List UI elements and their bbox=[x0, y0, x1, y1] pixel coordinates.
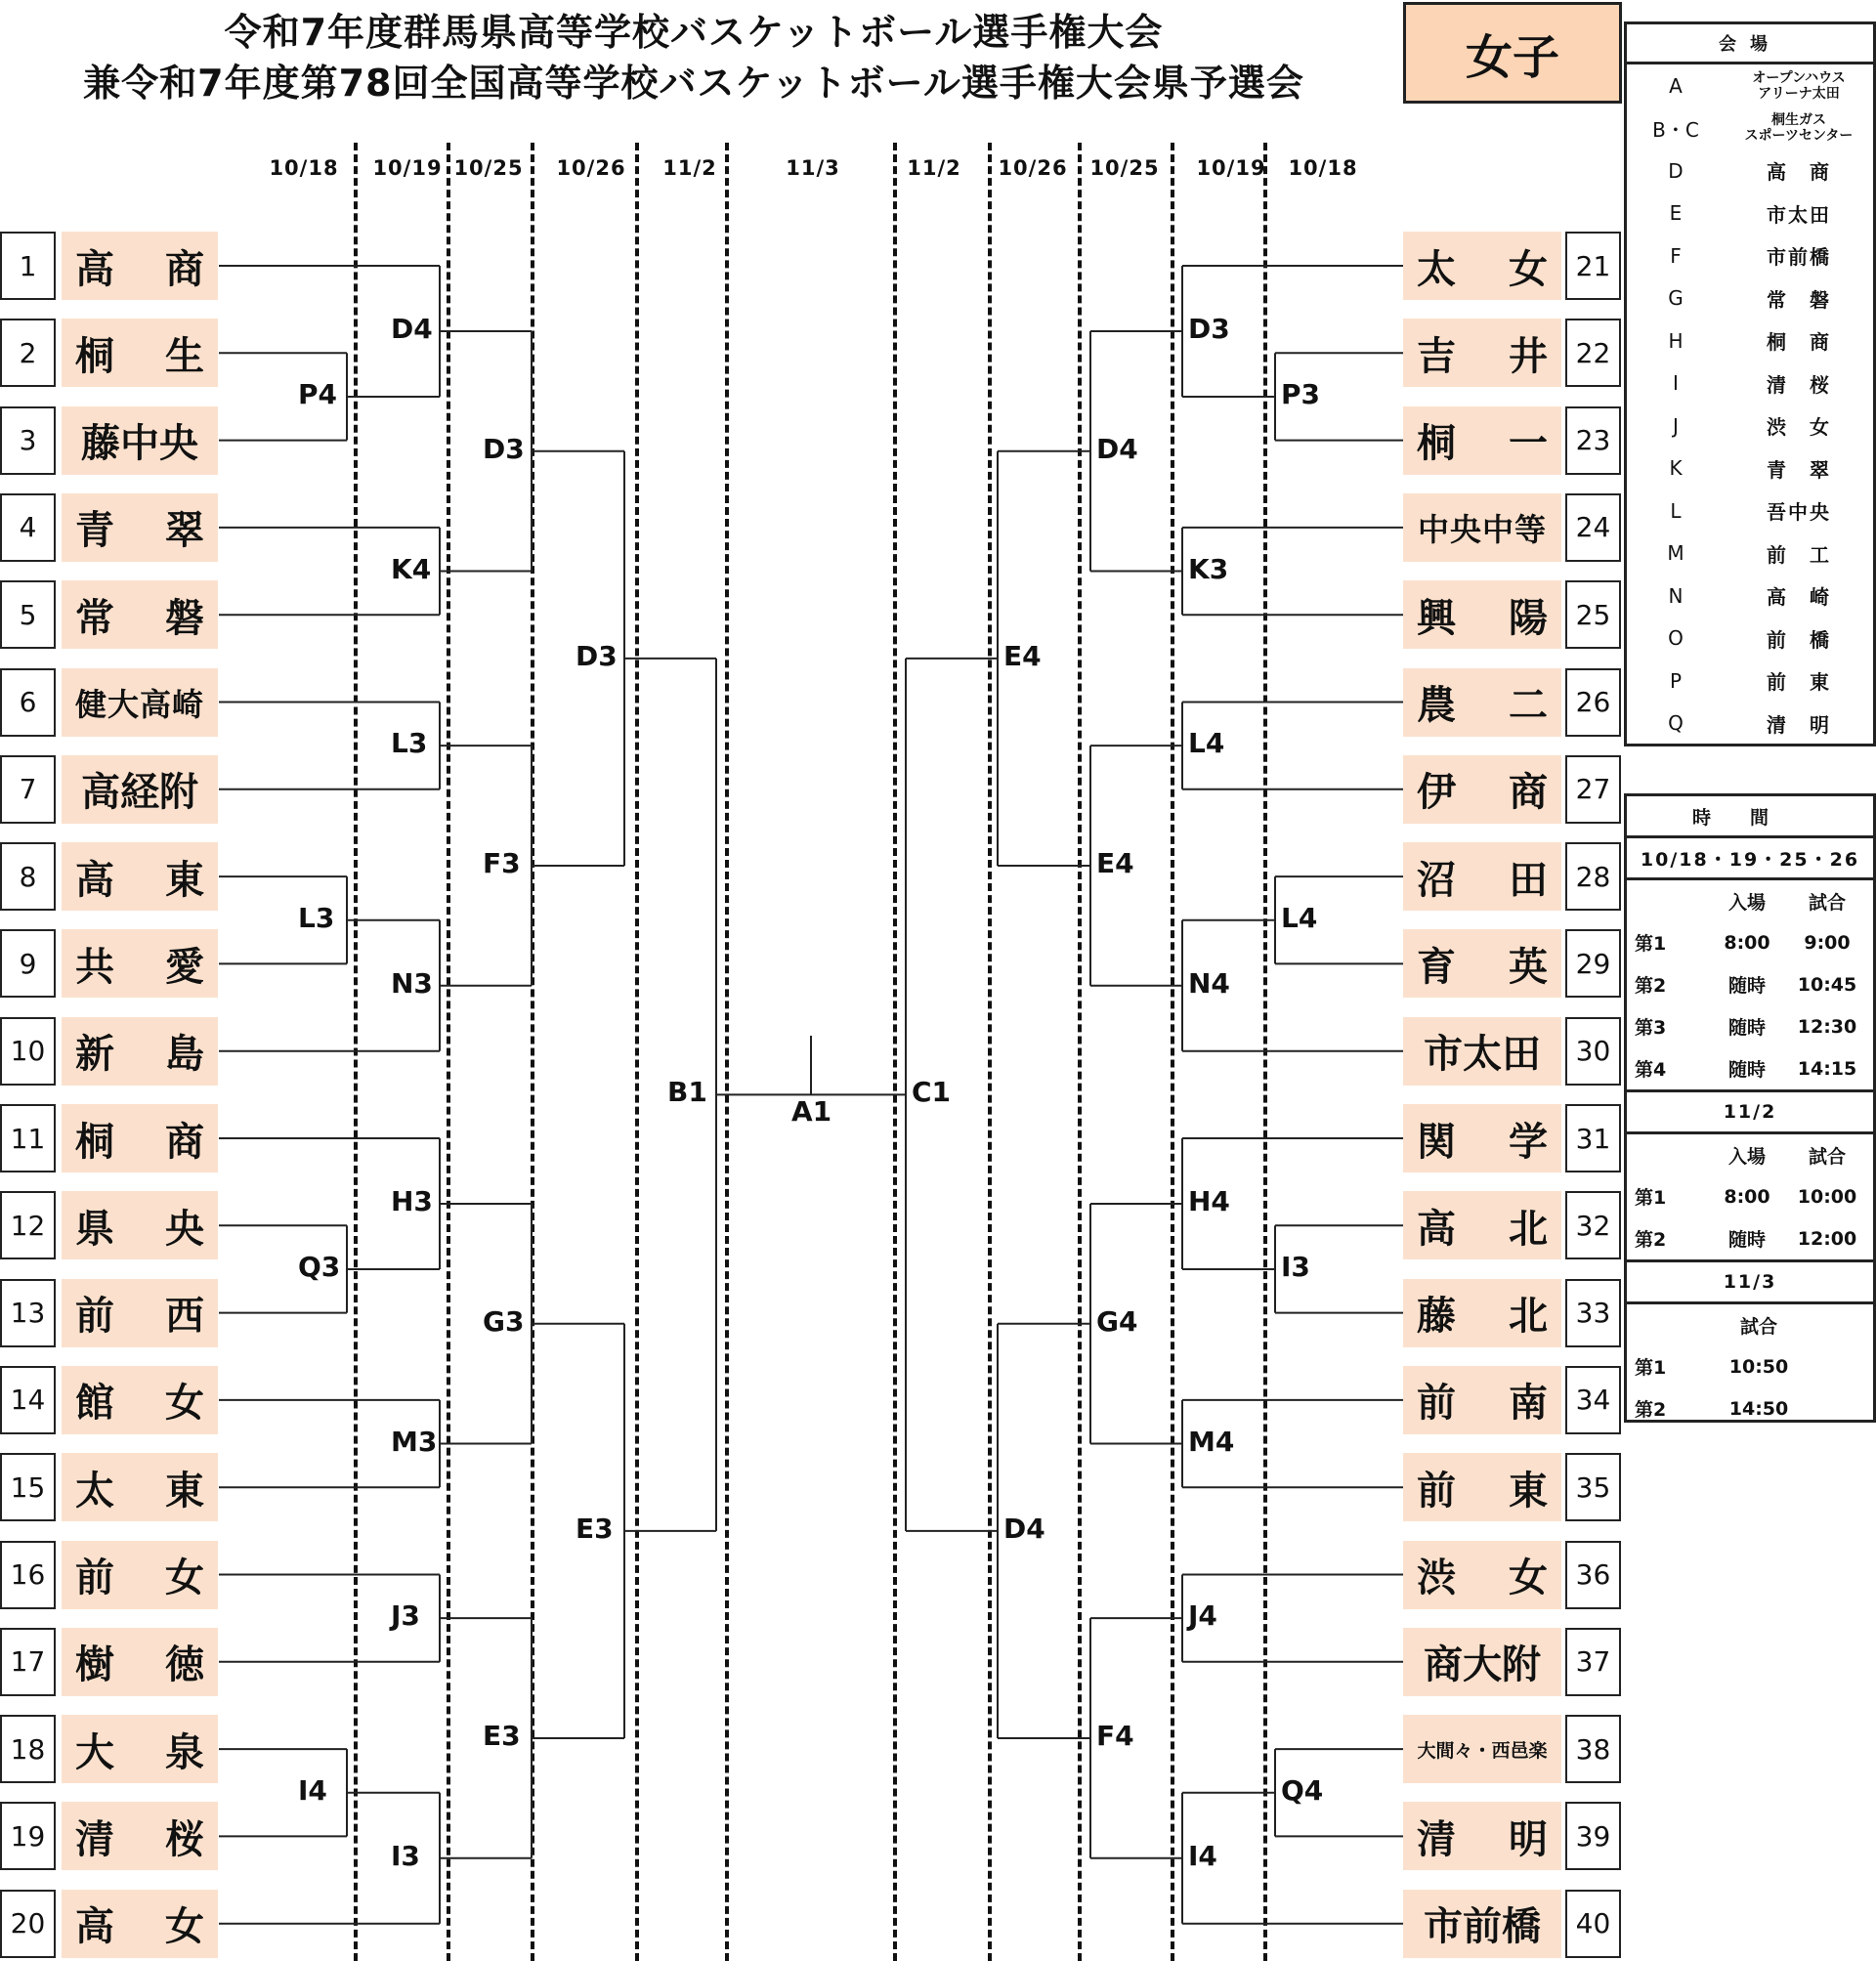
venue-name: 青 翠 bbox=[1767, 457, 1831, 482]
venue-name: 市前橋 bbox=[1767, 245, 1831, 270]
team-name-char: 女 bbox=[1509, 246, 1548, 292]
venue-code: N bbox=[1668, 583, 1684, 608]
match-label: G4 bbox=[1096, 1304, 1138, 1338]
left-team-number: 3 bbox=[0, 406, 56, 475]
left-team-number: 20 bbox=[0, 1890, 56, 1958]
venue-row bbox=[1627, 703, 1873, 746]
right-team-number: 29 bbox=[1565, 929, 1621, 998]
team-name-char: 女 bbox=[165, 1904, 204, 1950]
team-name-char: 高 bbox=[1417, 1206, 1456, 1252]
right-team-number: 40 bbox=[1565, 1890, 1621, 1958]
team-name-char: 樹 bbox=[75, 1642, 114, 1688]
right-team-number: 34 bbox=[1565, 1366, 1621, 1434]
left-team-number: 12 bbox=[0, 1191, 56, 1259]
right-team-number: 22 bbox=[1565, 319, 1621, 387]
team-name-char: 南 bbox=[1509, 1381, 1548, 1427]
team-name-char: 女 bbox=[1509, 1556, 1548, 1600]
team-name-char: 青 bbox=[75, 508, 114, 554]
col-game: 試合 bbox=[1808, 1145, 1846, 1168]
team-name-char: 前 bbox=[1417, 1468, 1456, 1513]
team-name-char: 田 bbox=[1509, 857, 1548, 903]
team-name-char: 共 bbox=[75, 944, 114, 990]
team-name-char: 農 bbox=[1417, 683, 1456, 728]
team-name-char: 藤 bbox=[1417, 1294, 1456, 1340]
right-team-name bbox=[1403, 1279, 1561, 1347]
schedule-table bbox=[1624, 793, 1876, 1423]
team-name-text: 市太田 bbox=[1424, 1032, 1541, 1078]
entry-time: 随時 bbox=[1727, 1059, 1766, 1081]
team-name-text: 健大高崎 bbox=[75, 685, 205, 723]
team-name-char: 明 bbox=[1509, 1816, 1548, 1862]
match-label: I3 bbox=[1281, 1250, 1310, 1283]
venue-name: 渋 女 bbox=[1767, 415, 1831, 440]
venue-code: Q bbox=[1668, 711, 1684, 736]
match-label: L4 bbox=[1281, 901, 1318, 934]
team-name-char: 商 bbox=[165, 246, 204, 292]
team-name-char: 東 bbox=[165, 1468, 204, 1513]
slot-label: 第1 bbox=[1635, 933, 1667, 955]
match-label: P4 bbox=[298, 377, 338, 410]
left-team-name bbox=[62, 493, 218, 562]
right-team-name bbox=[1403, 1890, 1561, 1958]
match-label: P3 bbox=[1281, 377, 1321, 410]
venue-name: 市太田 bbox=[1767, 202, 1831, 227]
team-name-char: 前 bbox=[75, 1556, 114, 1600]
right-team-number: 39 bbox=[1565, 1802, 1621, 1870]
team-name-text: 大間々・西邑楽 bbox=[1417, 1739, 1548, 1762]
team-name-char: 女 bbox=[165, 1556, 204, 1600]
right-team-name bbox=[1403, 232, 1561, 300]
slot-label: 第3 bbox=[1635, 1017, 1667, 1039]
team-name-char: 桐 bbox=[75, 333, 114, 379]
team-name-char: 愛 bbox=[165, 944, 204, 990]
match-label: L3 bbox=[298, 901, 335, 934]
match-label: E4 bbox=[1096, 846, 1134, 879]
team-name-char: 二 bbox=[1509, 683, 1548, 728]
right-team-number: 31 bbox=[1565, 1104, 1621, 1172]
entry-time: 随時 bbox=[1727, 1017, 1766, 1039]
venue-row bbox=[1627, 575, 1873, 618]
right-team-name bbox=[1403, 668, 1561, 737]
venue-code: B・C bbox=[1652, 117, 1699, 142]
right-team-name bbox=[1403, 406, 1561, 475]
game-time: 10:00 bbox=[1797, 1185, 1857, 1208]
left-team-name bbox=[62, 842, 218, 911]
match-label: E3 bbox=[576, 1512, 614, 1545]
team-name-char: 桐 bbox=[1417, 421, 1456, 467]
left-team-number: 16 bbox=[0, 1541, 56, 1609]
right-team-number: 26 bbox=[1565, 668, 1621, 737]
team-name-char: 高 bbox=[75, 1904, 114, 1950]
entry-time: 8:00 bbox=[1724, 931, 1770, 954]
venue-table bbox=[1624, 21, 1876, 746]
venue-row bbox=[1627, 533, 1873, 576]
game-time: 14:50 bbox=[1728, 1397, 1789, 1420]
left-team-name bbox=[62, 1715, 218, 1783]
venue-code: M bbox=[1667, 541, 1684, 566]
right-team-number: 38 bbox=[1565, 1715, 1621, 1783]
schedule-block2-columns bbox=[1627, 1134, 1873, 1175]
left-team-name bbox=[62, 1017, 218, 1086]
venue-name: 高 崎 bbox=[1767, 585, 1831, 610]
match-label: D4 bbox=[1003, 1512, 1045, 1545]
team-name-char: 陽 bbox=[1509, 595, 1548, 641]
schedule-block2-dates: 11/2 bbox=[1627, 1089, 1873, 1134]
team-name-char: 磐 bbox=[165, 595, 204, 641]
team-name-char: 育 bbox=[1417, 944, 1456, 990]
team-name-char: 新 bbox=[75, 1032, 114, 1078]
team-name-char: 北 bbox=[1509, 1294, 1548, 1340]
venue-code: G bbox=[1668, 286, 1684, 311]
left-team-name bbox=[62, 1191, 218, 1259]
venue-row bbox=[1627, 660, 1873, 703]
team-name-char: 清 bbox=[75, 1816, 114, 1862]
match-label: L3 bbox=[391, 727, 428, 760]
game-time: 10:45 bbox=[1797, 973, 1857, 996]
team-name-char: 北 bbox=[1509, 1206, 1548, 1252]
match-label: I4 bbox=[1188, 1839, 1217, 1872]
date-label: 11/2 bbox=[662, 156, 717, 180]
right-team-number: 37 bbox=[1565, 1628, 1621, 1696]
venue-row bbox=[1627, 405, 1873, 448]
date-label: 10/19 bbox=[1196, 156, 1266, 180]
right-team-name bbox=[1403, 842, 1561, 911]
team-name-char: 生 bbox=[165, 333, 204, 379]
team-name-char: 常 bbox=[75, 595, 114, 641]
left-team-number: 11 bbox=[0, 1104, 56, 1172]
left-team-name bbox=[62, 1366, 218, 1434]
title-line-1: 令和7年度群馬県高等学校バスケットボール選手権大会 bbox=[224, 11, 1164, 54]
match-label: H3 bbox=[391, 1184, 433, 1217]
match-label: G3 bbox=[483, 1304, 525, 1338]
match-label: C1 bbox=[912, 1076, 952, 1109]
schedule-row bbox=[1627, 1387, 1873, 1429]
team-name-char: 商 bbox=[165, 1119, 204, 1165]
team-name-text: 市前橋 bbox=[1424, 1904, 1541, 1950]
left-team-name bbox=[62, 580, 218, 649]
venue-name: 吾中央 bbox=[1767, 500, 1831, 525]
entry-time: 8:00 bbox=[1724, 1185, 1770, 1208]
right-team-number: 25 bbox=[1565, 580, 1621, 649]
match-label: M3 bbox=[391, 1425, 438, 1458]
left-team-name bbox=[62, 406, 218, 475]
team-name-char: 吉 bbox=[1417, 333, 1456, 379]
left-team-name bbox=[62, 755, 218, 824]
date-label: 10/18 bbox=[269, 156, 339, 180]
match-label: D3 bbox=[1188, 312, 1230, 345]
match-label: I3 bbox=[391, 1839, 420, 1872]
left-team-name bbox=[62, 1279, 218, 1347]
venue-name: 常 磐 bbox=[1767, 287, 1831, 312]
match-label: J3 bbox=[391, 1599, 420, 1633]
schedule-block3-columns bbox=[1627, 1304, 1873, 1345]
right-team-name bbox=[1403, 493, 1561, 562]
venue-row bbox=[1627, 490, 1873, 533]
date-label: 10/18 bbox=[1288, 156, 1358, 180]
match-label: F3 bbox=[483, 846, 521, 879]
team-name-char: 井 bbox=[1509, 333, 1548, 379]
slot-label: 第2 bbox=[1635, 975, 1667, 997]
team-name-char: 興 bbox=[1417, 595, 1456, 641]
date-label: 11/2 bbox=[907, 156, 961, 180]
right-team-name bbox=[1403, 319, 1561, 387]
right-team-name bbox=[1403, 929, 1561, 998]
venue-code: F bbox=[1670, 243, 1682, 268]
venue-row bbox=[1627, 448, 1873, 490]
left-team-number: 4 bbox=[0, 493, 56, 562]
left-team-number: 10 bbox=[0, 1017, 56, 1086]
right-team-name bbox=[1403, 1541, 1561, 1609]
schedule-block1-columns bbox=[1627, 880, 1873, 921]
left-team-name bbox=[62, 1802, 218, 1870]
team-name-char: 関 bbox=[1417, 1119, 1456, 1165]
venue-code: P bbox=[1669, 668, 1683, 693]
venue-name: 清 桜 bbox=[1767, 372, 1831, 397]
game-time: 10:50 bbox=[1728, 1355, 1789, 1378]
left-team-name bbox=[62, 1890, 218, 1958]
match-label: D3 bbox=[483, 432, 525, 465]
schedule-block1-dates: 10/18・19・25・26 bbox=[1627, 838, 1873, 880]
left-team-number: 17 bbox=[0, 1628, 56, 1696]
left-team-number: 1 bbox=[0, 232, 56, 300]
left-team-number: 18 bbox=[0, 1715, 56, 1783]
date-label: 10/26 bbox=[556, 156, 626, 180]
game-time: 9:00 bbox=[1804, 931, 1851, 954]
left-team-name bbox=[62, 1104, 218, 1172]
schedule-row bbox=[1627, 1345, 1873, 1387]
schedule-row bbox=[1627, 1047, 1873, 1089]
right-team-name bbox=[1403, 1017, 1561, 1086]
team-name-char: 泉 bbox=[165, 1729, 204, 1775]
date-label: 10/19 bbox=[372, 156, 443, 180]
right-team-number: 24 bbox=[1565, 493, 1621, 562]
right-team-number: 33 bbox=[1565, 1279, 1621, 1347]
match-label: E3 bbox=[483, 1719, 521, 1752]
match-label: H4 bbox=[1188, 1184, 1230, 1217]
right-team-number: 32 bbox=[1565, 1191, 1621, 1259]
venue-name: 高 商 bbox=[1767, 160, 1831, 185]
left-team-number: 5 bbox=[0, 580, 56, 649]
venue-code: K bbox=[1669, 456, 1683, 481]
match-label: D4 bbox=[391, 312, 433, 345]
match-label: K4 bbox=[391, 552, 432, 585]
game-time: 12:00 bbox=[1797, 1227, 1857, 1250]
date-label: 11/3 bbox=[786, 156, 840, 180]
team-name-char: 太 bbox=[75, 1468, 114, 1513]
team-name-char: 徳 bbox=[165, 1642, 204, 1688]
venue-name: 前 橋 bbox=[1767, 627, 1831, 652]
right-team-number: 30 bbox=[1565, 1017, 1621, 1086]
venue-row bbox=[1627, 234, 1873, 277]
right-team-name bbox=[1403, 580, 1561, 649]
col-entry: 入場 bbox=[1727, 891, 1766, 914]
venue-header: 会場 bbox=[1627, 24, 1873, 64]
date-label: 10/26 bbox=[998, 156, 1068, 180]
team-name-char: 大 bbox=[75, 1729, 114, 1775]
slot-label: 第1 bbox=[1635, 1187, 1667, 1209]
date-label: 10/25 bbox=[1089, 156, 1160, 180]
venue-row bbox=[1627, 149, 1873, 192]
venue-code: D bbox=[1668, 158, 1684, 183]
right-team-name bbox=[1403, 1453, 1561, 1521]
match-label: B1 bbox=[667, 1076, 707, 1109]
right-team-number: 36 bbox=[1565, 1541, 1621, 1609]
venue-name: 前 東 bbox=[1767, 670, 1831, 695]
left-team-number: 15 bbox=[0, 1453, 56, 1521]
match-label: Q3 bbox=[298, 1250, 341, 1283]
schedule-row bbox=[1627, 1175, 1873, 1217]
team-name-text: 高経附 bbox=[81, 770, 198, 816]
schedule-block3-dates: 11/3 bbox=[1627, 1259, 1873, 1304]
right-team-name bbox=[1403, 1104, 1561, 1172]
venue-row bbox=[1627, 277, 1873, 320]
left-team-number: 2 bbox=[0, 319, 56, 387]
venue-row bbox=[1627, 362, 1873, 405]
team-name-char: 高 bbox=[75, 857, 114, 903]
venue-row bbox=[1627, 64, 1873, 107]
team-name-char: 英 bbox=[1509, 944, 1548, 990]
team-name-char: 前 bbox=[75, 1294, 114, 1340]
match-label: J4 bbox=[1188, 1599, 1217, 1633]
schedule-header: 時間 bbox=[1627, 796, 1873, 838]
team-name-char: 太 bbox=[1417, 246, 1456, 292]
team-name-char: 西 bbox=[165, 1294, 204, 1340]
venue-code: O bbox=[1668, 626, 1684, 651]
slot-label: 第4 bbox=[1635, 1059, 1667, 1081]
venue-code: E bbox=[1669, 201, 1683, 226]
team-name-char: 伊 bbox=[1417, 770, 1456, 816]
left-team-number: 14 bbox=[0, 1366, 56, 1434]
team-name-char: 清 bbox=[1417, 1816, 1456, 1862]
venue-row bbox=[1627, 192, 1873, 235]
team-name-char: 一 bbox=[1509, 421, 1548, 467]
team-name-char: 女 bbox=[165, 1381, 204, 1427]
right-team-number: 23 bbox=[1565, 406, 1621, 475]
left-team-number: 9 bbox=[0, 929, 56, 998]
right-team-name bbox=[1403, 1715, 1561, 1783]
team-name-char: 前 bbox=[1417, 1381, 1456, 1427]
venue-code: J bbox=[1673, 413, 1679, 438]
game-time: 14:15 bbox=[1797, 1057, 1857, 1080]
left-team-name bbox=[62, 1628, 218, 1696]
right-team-number: 27 bbox=[1565, 755, 1621, 824]
team-name-char: 館 bbox=[75, 1381, 114, 1427]
right-team-name bbox=[1403, 755, 1561, 824]
right-team-name bbox=[1403, 1628, 1561, 1696]
col-game: 試合 bbox=[1739, 1315, 1777, 1338]
match-label: I4 bbox=[298, 1773, 327, 1807]
left-team-name bbox=[62, 1453, 218, 1521]
team-name-text: 中央中等 bbox=[1417, 510, 1547, 548]
match-label: L4 bbox=[1188, 727, 1225, 760]
right-team-number: 35 bbox=[1565, 1453, 1621, 1521]
team-name-char: 沼 bbox=[1417, 857, 1456, 903]
left-team-number: 13 bbox=[0, 1279, 56, 1347]
col-game: 試合 bbox=[1808, 891, 1846, 914]
left-team-name bbox=[62, 929, 218, 998]
match-label: D3 bbox=[576, 639, 618, 672]
match-label: E4 bbox=[1003, 639, 1042, 672]
match-label: N3 bbox=[391, 966, 433, 1000]
venue-name: オープンハウス アリーナ太田 bbox=[1752, 69, 1846, 102]
venue-name: 清 明 bbox=[1767, 712, 1831, 737]
title-line-2: 兼令和7年度第78回全国高等学校バスケットボール選手権大会県予選会 bbox=[83, 62, 1304, 105]
venue-code: I bbox=[1673, 371, 1679, 396]
venue-code: L bbox=[1670, 498, 1682, 523]
slot-label: 第2 bbox=[1635, 1399, 1667, 1421]
left-team-number: 19 bbox=[0, 1802, 56, 1870]
final-label: A1 bbox=[791, 1095, 832, 1129]
team-name-char: 桜 bbox=[165, 1816, 204, 1862]
team-name-char: 島 bbox=[165, 1032, 204, 1078]
match-label: D4 bbox=[1096, 432, 1138, 465]
left-team-name bbox=[62, 319, 218, 387]
venue-name: 桐生ガス スポーツセンター bbox=[1744, 112, 1854, 145]
gender-label: 女子 bbox=[1403, 2, 1622, 104]
team-name-char: 学 bbox=[1509, 1119, 1548, 1165]
match-label: K3 bbox=[1188, 552, 1229, 585]
team-name-char: 翠 bbox=[165, 508, 204, 554]
right-team-name bbox=[1403, 1366, 1561, 1434]
left-team-name bbox=[62, 1541, 218, 1609]
team-name-char: 商 bbox=[1509, 770, 1548, 816]
left-team-name bbox=[62, 232, 218, 300]
venue-code: H bbox=[1668, 328, 1684, 353]
entry-time: 随時 bbox=[1727, 1229, 1766, 1251]
right-team-name bbox=[1403, 1802, 1561, 1870]
left-team-number: 7 bbox=[0, 755, 56, 824]
venue-code: A bbox=[1669, 73, 1683, 98]
team-name-char: 高 bbox=[75, 246, 114, 292]
left-team-name bbox=[62, 668, 218, 737]
col-entry: 入場 bbox=[1727, 1145, 1766, 1168]
left-team-number: 6 bbox=[0, 668, 56, 737]
match-label: M4 bbox=[1188, 1425, 1235, 1458]
left-team-number: 8 bbox=[0, 842, 56, 911]
date-label: 10/25 bbox=[453, 156, 524, 180]
venue-row bbox=[1627, 320, 1873, 362]
venue-row bbox=[1627, 618, 1873, 661]
right-team-name bbox=[1403, 1191, 1561, 1259]
schedule-row bbox=[1627, 921, 1873, 963]
match-label: F4 bbox=[1096, 1719, 1134, 1752]
team-name-char: 県 bbox=[75, 1206, 114, 1252]
team-name-text: 藤中央 bbox=[81, 421, 198, 467]
game-time: 12:30 bbox=[1797, 1015, 1857, 1038]
slot-label: 第2 bbox=[1635, 1229, 1667, 1251]
schedule-row bbox=[1627, 1005, 1873, 1047]
right-team-number: 21 bbox=[1565, 232, 1621, 300]
team-name-char: 東 bbox=[165, 857, 204, 903]
right-team-number: 28 bbox=[1565, 842, 1621, 911]
schedule-row bbox=[1627, 1217, 1873, 1259]
match-label: N4 bbox=[1188, 966, 1230, 1000]
team-name-char: 渋 bbox=[1417, 1556, 1456, 1600]
team-name-char: 央 bbox=[165, 1206, 204, 1252]
team-name-char: 桐 bbox=[75, 1119, 114, 1165]
match-label: Q4 bbox=[1281, 1773, 1324, 1807]
slot-label: 第1 bbox=[1635, 1357, 1667, 1379]
venue-row bbox=[1627, 107, 1873, 150]
schedule-row bbox=[1627, 963, 1873, 1005]
venue-name: 前 工 bbox=[1767, 542, 1831, 567]
entry-time: 随時 bbox=[1727, 975, 1766, 997]
team-name-text: 商大附 bbox=[1424, 1642, 1541, 1688]
venue-name: 桐 商 bbox=[1767, 330, 1831, 355]
team-name-char: 東 bbox=[1509, 1468, 1548, 1513]
